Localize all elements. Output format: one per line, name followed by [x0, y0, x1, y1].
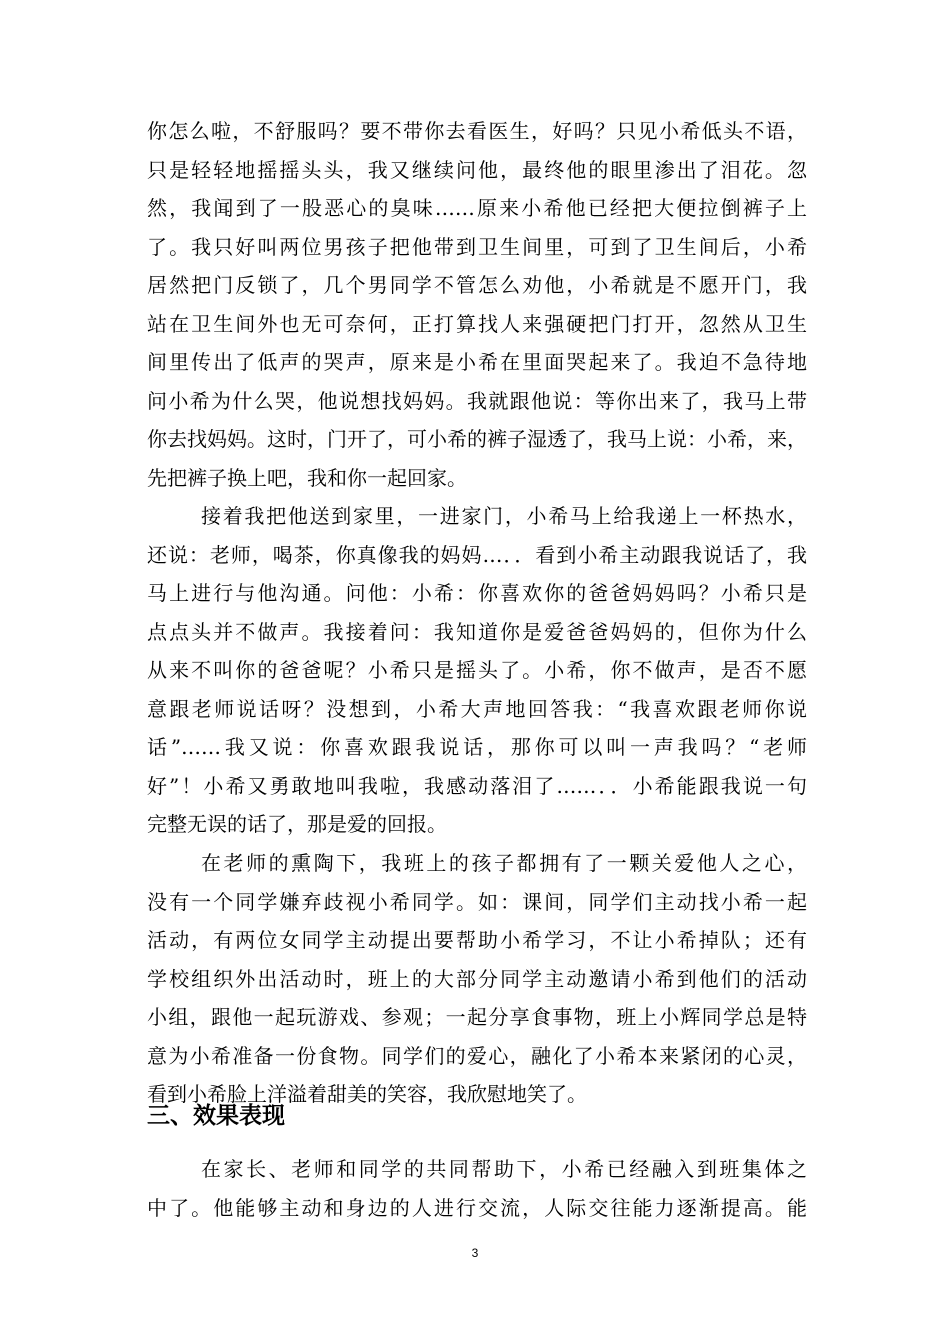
paragraph-line: 居然把门反锁了，几个男同学不管怎么劝他，小希就是不愿开门，我	[147, 273, 807, 297]
paragraph-line: 小组，跟他一起玩游戏、参观；一起分享食事物，班上小辉同学总是特	[147, 1005, 807, 1029]
paragraph-line: 从来不叫你的爸爸呢？小希只是摇头了。小希，你不做声，是否不愿	[147, 658, 807, 682]
paragraph-line: 问小希为什么哭，他说想找妈妈。我就跟他说：等你出来了，我马上带	[147, 388, 807, 413]
paragraph-line: 你怎么啦，不舒服吗？要不带你去看医生，好吗？只见小希低头不语，	[147, 119, 807, 143]
paragraph-line: 然，我闻到了一股恶心的臭味……原来小希他已经把大便拉倒裤子上	[147, 196, 807, 220]
paragraph-line: 点点头并不做声。我接着问：我知道你是爱爸爸妈妈的，但你为什么	[147, 619, 807, 644]
paragraph-line: 先把裤子换上吧，我和你一起回家。	[147, 465, 467, 490]
paragraph-line: 完整无误的话了，那是爱的回报。	[147, 812, 447, 836]
paragraph-line: 还说：老师，喝茶，你真像我的妈妈…．．看到小希主动跟我说话了，我	[147, 542, 807, 567]
paragraph-line: 只是轻轻地摇摇头头，我又继续问他，最终他的眼里渗出了泪花。忽	[147, 157, 807, 182]
paragraph-line: 了。我只好叫两位男孩子把他带到卫生间里，可到了卫生间后，小希	[147, 234, 807, 259]
paragraph-line: 没有一个同学嫌弃歧视小希同学。如：课间，同学们主动找小希一起	[147, 889, 807, 914]
paragraph-line: 中了。他能够主动和身边的人进行交流，人际交往能力逐渐提高。能	[147, 1195, 807, 1220]
paragraph-line: 站在卫生间外也无可奈何，正打算找人来强硬把门打开，忽然从卫生	[147, 311, 807, 336]
paragraph-line: 意跟老师说话呀？没想到，小希大声地回答我：“我喜欢跟老师你说	[147, 696, 807, 721]
section-paragraph	[147, 1150, 807, 1227]
paragraph-line: 你去找妈妈。这时，门开了，可小希的裤子湿透了，我马上说：小希，来，	[147, 427, 807, 451]
paragraph-line: 话”……我又说：你喜欢跟我说话，那你可以叫一声我吗？“老师	[147, 735, 807, 759]
paragraph-line: 间里传出了低声的哭声，原来是小希在里面哭起来了。我迫不急待地	[147, 350, 807, 374]
paragraph-line: 马上进行与他沟通。问他：小希：你喜欢你的爸爸妈妈吗？小希只是	[147, 581, 807, 605]
paragraph-line: 意为小希准备一份食物。同学们的爱心，融化了小希本来紧闭的心灵，	[147, 1043, 807, 1068]
paragraph-line: 在老师的熏陶下，我班上的孩子都拥有了一颗关爱他人之心，	[201, 851, 807, 875]
paragraph-2	[147, 497, 807, 844]
paragraph-line: 看到小希脸上洋溢着甜美的笑容，我欣慰地笑了。	[147, 1082, 587, 1106]
paragraph-line: 活动，有两位女同学主动提出要帮助小希学习，不让小希掉队；还有	[147, 928, 807, 952]
paragraph-line: 学校组织外出活动时，班上的大部分同学主动邀请小希到他们的活动	[147, 966, 807, 991]
paragraph-line: 好”！小希又勇敢地叫我啦，我感动落泪了……．．小希能跟我说一句	[147, 773, 807, 798]
paragraph-3	[147, 844, 807, 1114]
page-number: 3	[471, 1246, 479, 1260]
paragraph-line: 在家长、老师和同学的共同帮助下，小希已经融入到班集体之	[201, 1157, 807, 1181]
section-heading: 三、效果表现	[147, 1103, 285, 1129]
paragraph-line: 接着我把他送到家里，一进家门，小希马上给我递上一杯热水，	[201, 504, 807, 528]
paragraph-1	[147, 112, 807, 497]
